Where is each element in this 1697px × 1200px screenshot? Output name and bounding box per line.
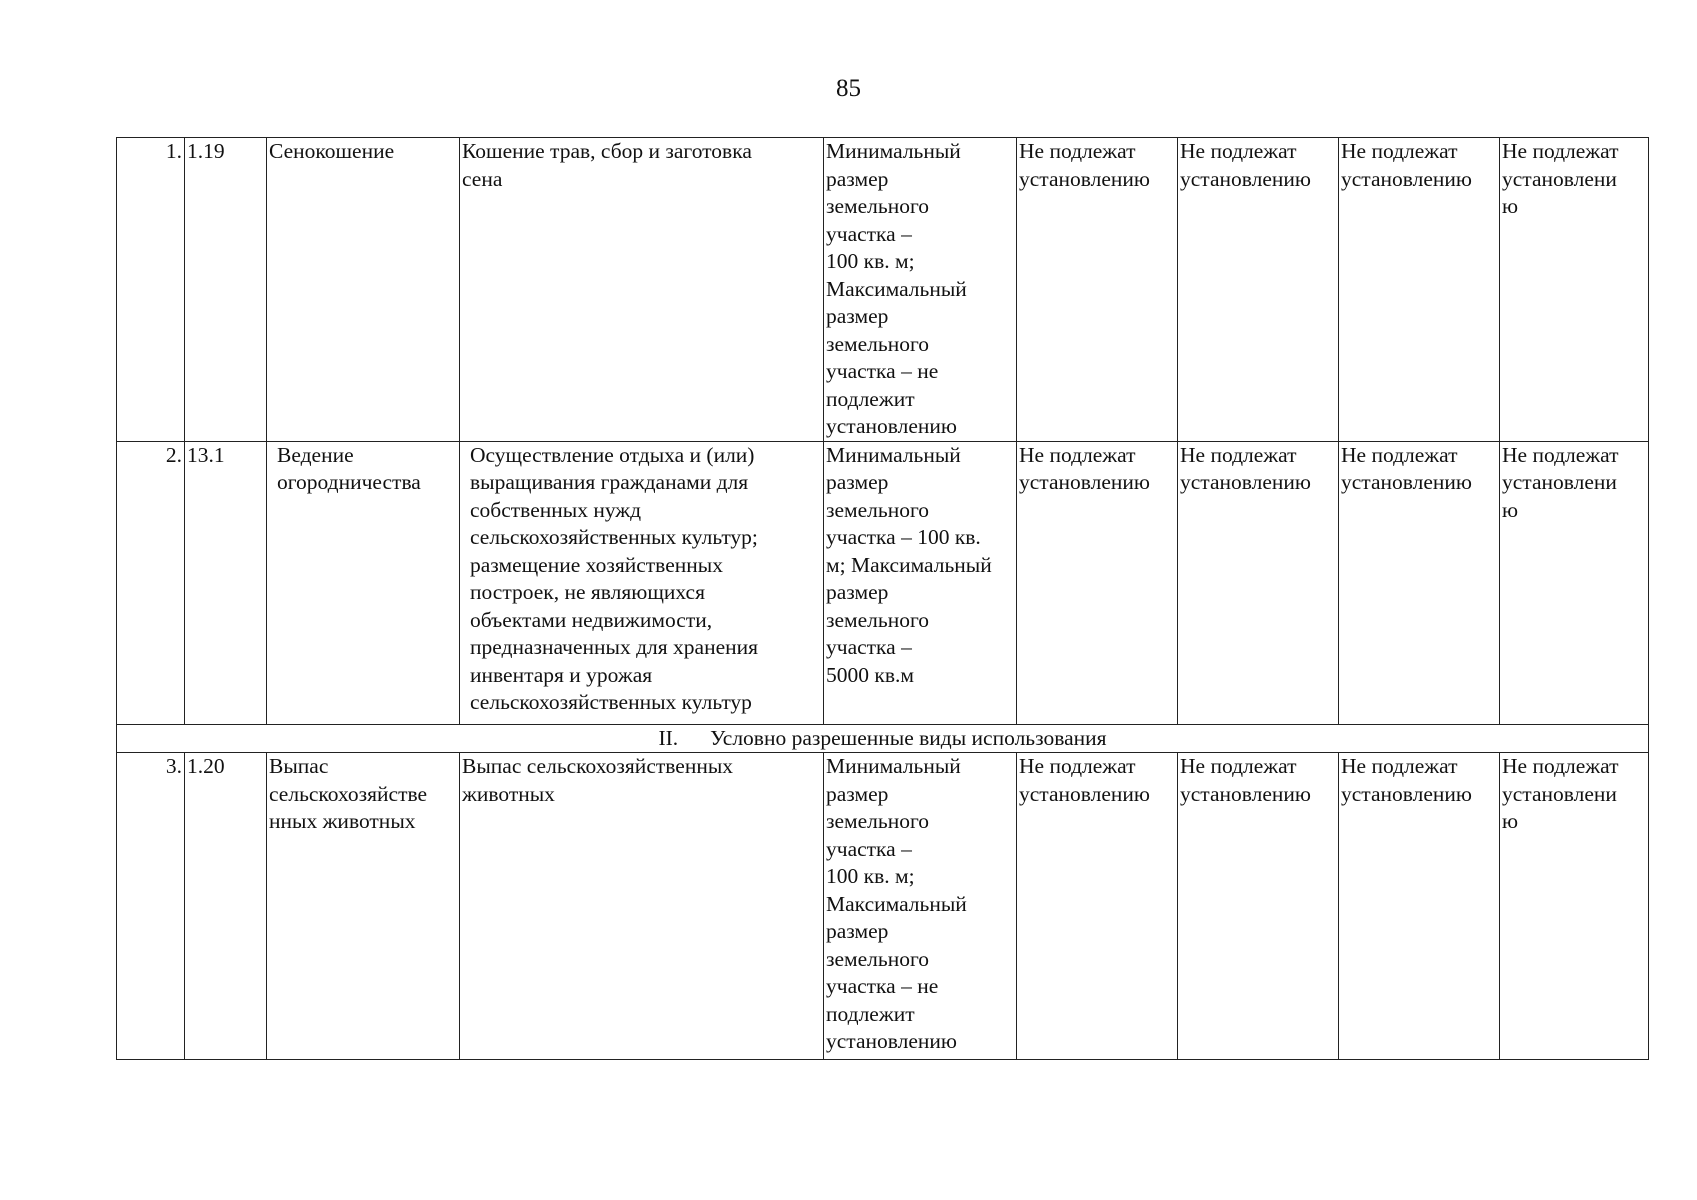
cell-line: инвентаря и урожая bbox=[470, 662, 653, 687]
section-title: Условно разрешенные виды использования bbox=[710, 725, 1107, 750]
row-number: 2. bbox=[117, 441, 185, 724]
cell-line: участка – 100 кв. bbox=[826, 525, 981, 549]
parameter-cell bbox=[1178, 138, 1339, 442]
cell-line: Не подлежат bbox=[1502, 139, 1619, 163]
plot-size bbox=[824, 753, 1017, 1060]
table-row bbox=[117, 753, 1649, 1060]
cell-line: участка – не bbox=[826, 974, 939, 998]
parameter-cell bbox=[1339, 441, 1500, 724]
cell-line: земельного bbox=[826, 946, 930, 971]
parameter-cell bbox=[1017, 138, 1178, 442]
use-description bbox=[460, 753, 824, 1060]
cell-line: 100 кв. м; bbox=[826, 864, 915, 888]
cell-line: сена bbox=[462, 166, 503, 191]
cell-line: Не подлежат bbox=[1180, 139, 1297, 163]
cell-line: земельного bbox=[826, 809, 930, 833]
land-use-table bbox=[116, 137, 1649, 1060]
cell-line: ю bbox=[1502, 497, 1519, 522]
cell-line: размер bbox=[826, 166, 889, 191]
cell-line: построек, не являющихся bbox=[470, 580, 705, 604]
cell-line: Сенокошение bbox=[269, 139, 395, 163]
parameter-cell bbox=[1178, 441, 1339, 724]
row-code: 1.20 bbox=[185, 753, 267, 1060]
cell-line: м; Максимальный bbox=[826, 552, 992, 577]
cell-line: земельного bbox=[826, 331, 930, 356]
cell-line: Максимальный bbox=[826, 891, 967, 916]
cell-line: объектами недвижимости, bbox=[470, 607, 713, 632]
parameter-cell bbox=[1500, 753, 1649, 1060]
cell-line: установлению bbox=[1341, 470, 1472, 494]
table-row bbox=[117, 441, 1649, 724]
row-code: 13.1 bbox=[185, 441, 267, 724]
cell-line: земельного bbox=[826, 194, 930, 218]
cell-line: Не подлежат bbox=[1019, 139, 1136, 163]
cell-line: Не подлежат bbox=[1341, 442, 1458, 467]
row-number: 3. bbox=[117, 753, 185, 1060]
cell-line: Максимальный bbox=[826, 276, 967, 301]
cell-line: 100 кв. м; bbox=[826, 249, 915, 273]
use-name bbox=[267, 753, 460, 1060]
use-name bbox=[267, 138, 460, 442]
row-number: 1. bbox=[117, 138, 185, 442]
parameter-cell bbox=[1178, 753, 1339, 1060]
cell-line: ю bbox=[1502, 809, 1519, 833]
cell-line: 5000 кв.м bbox=[826, 662, 914, 687]
cell-line: размер bbox=[826, 781, 889, 806]
cell-line: Осуществление отдыха и (или) bbox=[470, 442, 755, 467]
cell-line: Не подлежат bbox=[1019, 754, 1136, 778]
cell-line: собственных нужд bbox=[470, 497, 642, 522]
cell-line: Не подлежат bbox=[1502, 442, 1619, 467]
cell-line: сельскохозяйственных культур bbox=[470, 690, 752, 714]
cell-line: Не подлежат bbox=[1502, 754, 1619, 778]
cell-line: размер bbox=[826, 919, 889, 943]
cell-line: земельного bbox=[826, 497, 930, 522]
cell-line: Не подлежат bbox=[1341, 139, 1458, 163]
page-number: 85 bbox=[836, 75, 861, 102]
parameter-cell bbox=[1339, 753, 1500, 1060]
cell-line: ю bbox=[1502, 194, 1519, 218]
cell-line: размер bbox=[826, 580, 889, 604]
cell-line: размер bbox=[826, 470, 889, 494]
cell-line: Выпас сельскохозяйственных bbox=[462, 754, 734, 778]
cell-line: Ведение bbox=[277, 442, 354, 467]
cell-line: установлени bbox=[1502, 470, 1617, 494]
cell-line: установлению bbox=[1341, 781, 1472, 806]
section-row bbox=[117, 724, 1649, 753]
cell-line: Выпас bbox=[269, 754, 329, 778]
section-roman-numeral: II. bbox=[658, 725, 679, 750]
cell-line: размер bbox=[826, 304, 889, 328]
cell-line: сельскохозяйстве bbox=[269, 781, 428, 806]
cell-line: установлению bbox=[826, 414, 957, 438]
plot-size bbox=[824, 138, 1017, 442]
cell-line: участка – bbox=[826, 836, 912, 861]
use-description bbox=[460, 441, 824, 724]
cell-line: установлению bbox=[1180, 470, 1311, 494]
cell-line: размещение хозяйственных bbox=[470, 552, 723, 577]
parameter-cell bbox=[1339, 138, 1500, 442]
cell-line: выращивания гражданами для bbox=[470, 470, 749, 494]
cell-line: Минимальный bbox=[826, 139, 961, 163]
cell-line: Не подлежат bbox=[1019, 442, 1136, 467]
cell-line: участка – bbox=[826, 221, 912, 246]
parameter-cell bbox=[1017, 753, 1178, 1060]
cell-line: предназначенных для хранения bbox=[470, 635, 759, 659]
cell-line: установлению bbox=[1019, 781, 1150, 806]
cell-line: нных животных bbox=[269, 809, 416, 833]
cell-line: установлению bbox=[826, 1029, 957, 1053]
cell-line: сельскохозяйственных культур; bbox=[470, 525, 758, 549]
plot-size bbox=[824, 441, 1017, 724]
cell-line: установлению bbox=[1019, 166, 1150, 191]
parameter-cell bbox=[1017, 441, 1178, 724]
cell-line: земельного bbox=[826, 607, 930, 632]
cell-line: установлени bbox=[1502, 781, 1617, 806]
cell-line: установлению bbox=[1180, 166, 1311, 191]
cell-line: установлению bbox=[1019, 470, 1150, 494]
cell-line: Не подлежат bbox=[1180, 754, 1297, 778]
cell-line: установлению bbox=[1341, 166, 1472, 191]
cell-line: установлени bbox=[1502, 166, 1617, 191]
cell-line: подлежит bbox=[826, 386, 915, 411]
cell-line: Не подлежат bbox=[1180, 442, 1297, 467]
cell-line: подлежит bbox=[826, 1001, 915, 1026]
use-description bbox=[460, 138, 824, 442]
cell-line: животных bbox=[462, 781, 555, 806]
cell-line: участка – не bbox=[826, 359, 939, 383]
section-heading bbox=[117, 724, 1649, 753]
cell-line: участка – bbox=[826, 635, 912, 659]
cell-line: Минимальный bbox=[826, 754, 961, 778]
cell-line: Не подлежат bbox=[1341, 754, 1458, 778]
table-row bbox=[117, 138, 1649, 442]
row-code: 1.19 bbox=[185, 138, 267, 442]
cell-line: Кошение трав, сбор и заготовка bbox=[462, 139, 752, 163]
parameter-cell bbox=[1500, 138, 1649, 442]
cell-line: огородничества bbox=[277, 470, 421, 494]
cell-line: установлению bbox=[1180, 781, 1311, 806]
cell-line: Минимальный bbox=[826, 442, 961, 467]
use-name bbox=[267, 441, 460, 724]
parameter-cell bbox=[1500, 441, 1649, 724]
